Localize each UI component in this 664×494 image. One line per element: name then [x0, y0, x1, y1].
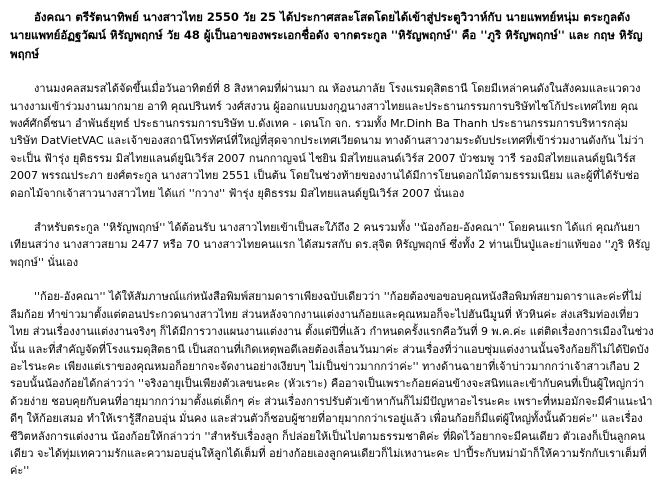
article-lead: อังคณา ตรีรัตนาทิพย์ นางสาวไทย 2550 วัย 25 ได้ประกาศสละโสดโดยได้เข้าสู่ประตูวิวาห์กับ นายแพทย์หนุ่ม ตระกูลดัง นายแพทย์อัฏฐวัฒน์ หิรัญพฤกษ์ วัย 48 ผู้เป็นอาของพระเอกชื่อดัง จากตระกูล ''หิรัญพฤกษ์'' คือ ''ภูริ หิรัญพฤกษ์'' และ กฤษ หิรัญพฤกษ์ [10, 10, 643, 61]
article-paragraph-interview: ''ก้อย-อังคณา'' ได้ให้สัมภาษณ์แก่หนังสือพิมพ์สยามดาราเพียงฉบับเดียวว่า ''ก้อยต้องขอขอบคุณหนังสือพิมพ์สยามดาราและค่ะที่ไม่ลืมก้อย ทำข่าวมาตั้งแต่ตอนประกวดนางสาวไทย ส่วนหลังจากงานแต่งงานก้อยและคุณหมอก็จะไปฮันนีมูนที่ หัวหินค่ะ ส่งเสริมท่องเที่ยวไทย ส่วนเรื่องงานแต่งงานจริงๆ ก็ได้มีการวางแผนงานแต่งงาน ตั้งแต่ปีที่แล้ว กำหนดครั้งแรกคือวันที่ 9 พ.ค.ค่ะ แต่ติดเรื่องการเมืองในช่วงนั้น และที่สำคัญจัดที่โรงแรมดุสิตธานี เป็นสถานที่เกิดเหตุพอดีเลยต้องเลื่อนวันมาค่ะ ส่วนเรื่องที่ว่าแอบซุ่มแต่งงานนั้นจริงก้อยก็ไม่ได้ปิดบังอะไรนะคะ เพียงแต่เราของคุณหมอก็อยากจะจัดงานอย่างเงียบๆ ไม่เป็นข่าวมากกว่าค่ะ'' ทางด้านฉายาที่เจ้าบ่าวมากกว่าเจ้าสาวเกือบ 2 รอบนั้นน้องก้อยได้กล่าวว่า ''จริงอายุเป็นเพียงตัวเลขนะคะ (หัวเราะ) คืออาจเป็นเพราะก้อยค่อนข้างจะสนิทและเข้ากับคนที่เป็นผู้ใหญ่กว่าด้วยง่าย ชอบคุยกับคนที่อายุมากกว่ามาตั้งแต่เด็กๆ ค่ะ ส่วนเรื่องการปรับตัวเข้าหากันก็ไม่มีปัญหาอะไรนะคะ เพราะที่หมอมักจะมีคำแนะนำดีๆ ให้ก้อยเสมอ ทำให้เรารู้สึกอบอุ่น มั่นคง และส่วนตัวก็ชอบผู้ชายที่อายุมากกว่าเรอยู่แล้ว เพื่อนก้อยก็มีแต่ผู้ใหญ่ทั้งนั้นด้วยค่ะ'' และเรื่องชีวิตหลังการแต่งงาน น้องก้อยให้กล่าวว่า ''สำหรับเรื่องลูก ก็ปล่อยให้เป็นไปตามธรรมชาติค่ะ ที่ผิดไว้อยากจะมีคนเดียว ตัวเองก็เป็นลูกคนเดียว จะได้ทุ่มเทความรักและความอบอุ่นให้ลูกได้เต็มที่ อย่างก้อยเองลูกคนเดียวก็ไม่เหงานะคะ ปาปี้ระกับหม่าม้าก็ให้ความรักกับเราเต็มที่ค่ะ'' [10, 290, 654, 478]
article [10, 8, 654, 480]
article-paragraph-family: สำหรับตระกูล ''หิรัญพฤกษ์'' ได้ต้อนรับ นางสาวไทยเข้าเป็นสะใภ้ถึง 2 คนรวมทั้ง ''น้องก้อย-อังคณา'' โดยคนแรก ได้แก่ คุณกันยา เทียนสว่าง นางสาวสยาม 2477 หรือ 70 นางสาวไทยคนแรก ได้สมรสกับ ดร.สุจิต หิรัญพฤกษ์ ซึ่งทั้ง 2 ท่านเป็นปู่และย่าแท้ของ ''ภูริ หิรัญพฤกษ์'' นั่นเอง [10, 221, 650, 269]
paragraph-spacer [10, 63, 654, 80]
paragraph-spacer [10, 202, 654, 219]
paragraph-spacer [10, 271, 654, 288]
article-paragraph-wedding: งานมงคลสมรสได้จัดขึ้นเมื่อวันอาทิตย์ที่ 8 สิงหาคมที่ผ่านมา ณ ห้องนภาลัย โรงแรมดุสิตธานี โดยมีเหล่าคนดังในสังคมและแวดวงนางงามเข้าร่วมงานมากมาย อาทิ คุณปรินทร์ วงศ์สงวน ผู้ออกแบบมงกุฎนางสาวไทยและประธานกรรมการบริษัทไชโก้ประเทศไทย คุณพงศ์ศักดิ์ชนา อำพันธ์ยุทธ์ ประธานกรรมการบริษัท บ.ดังเทค - เดนโก จก. รวมทั้ง Mr.Dinh Ba Thanh ประธานกรรมการบริหารกลุ่มบริษัท DatVietVAC และเจ้าของสถานีโทรทัศน์ที่ใหญ่ที่สุดจากประเทศเวียดนาม ทางด้านสาวงามระดับประเทศที่เข้าร่วมงานดังกัน ไม่ว่าจะเป็น ฟ้ารุ่ง ยุติธรรม มิสไทยแลนด์ยูนิเวิร์ส 2007 กนกกาญจน์ ไชยิน มิสไทยแลนด์เวิร์ส 2007 บัวชมพู วารี รองมิสไทยแลนด์ยูนิเวิร์ส 2007 พรรณประภา ยงศ์ตระกูล นางสาวไทย 2551 เป็นต้น โดยในช่วงท้ายของงานได้มีการโยนดอกไม้ตามธรรมเนียม และผู้ที่ได้รับช่อดอกไม้จากเจ้าสาวนางสาวไทย ได้แก่ ''กวาง'' ฟ้ารุ่ง ยุติธรรม มิสไทยแลนด์ยูนิเวิร์ส 2007 นั่นเอง [10, 82, 644, 200]
